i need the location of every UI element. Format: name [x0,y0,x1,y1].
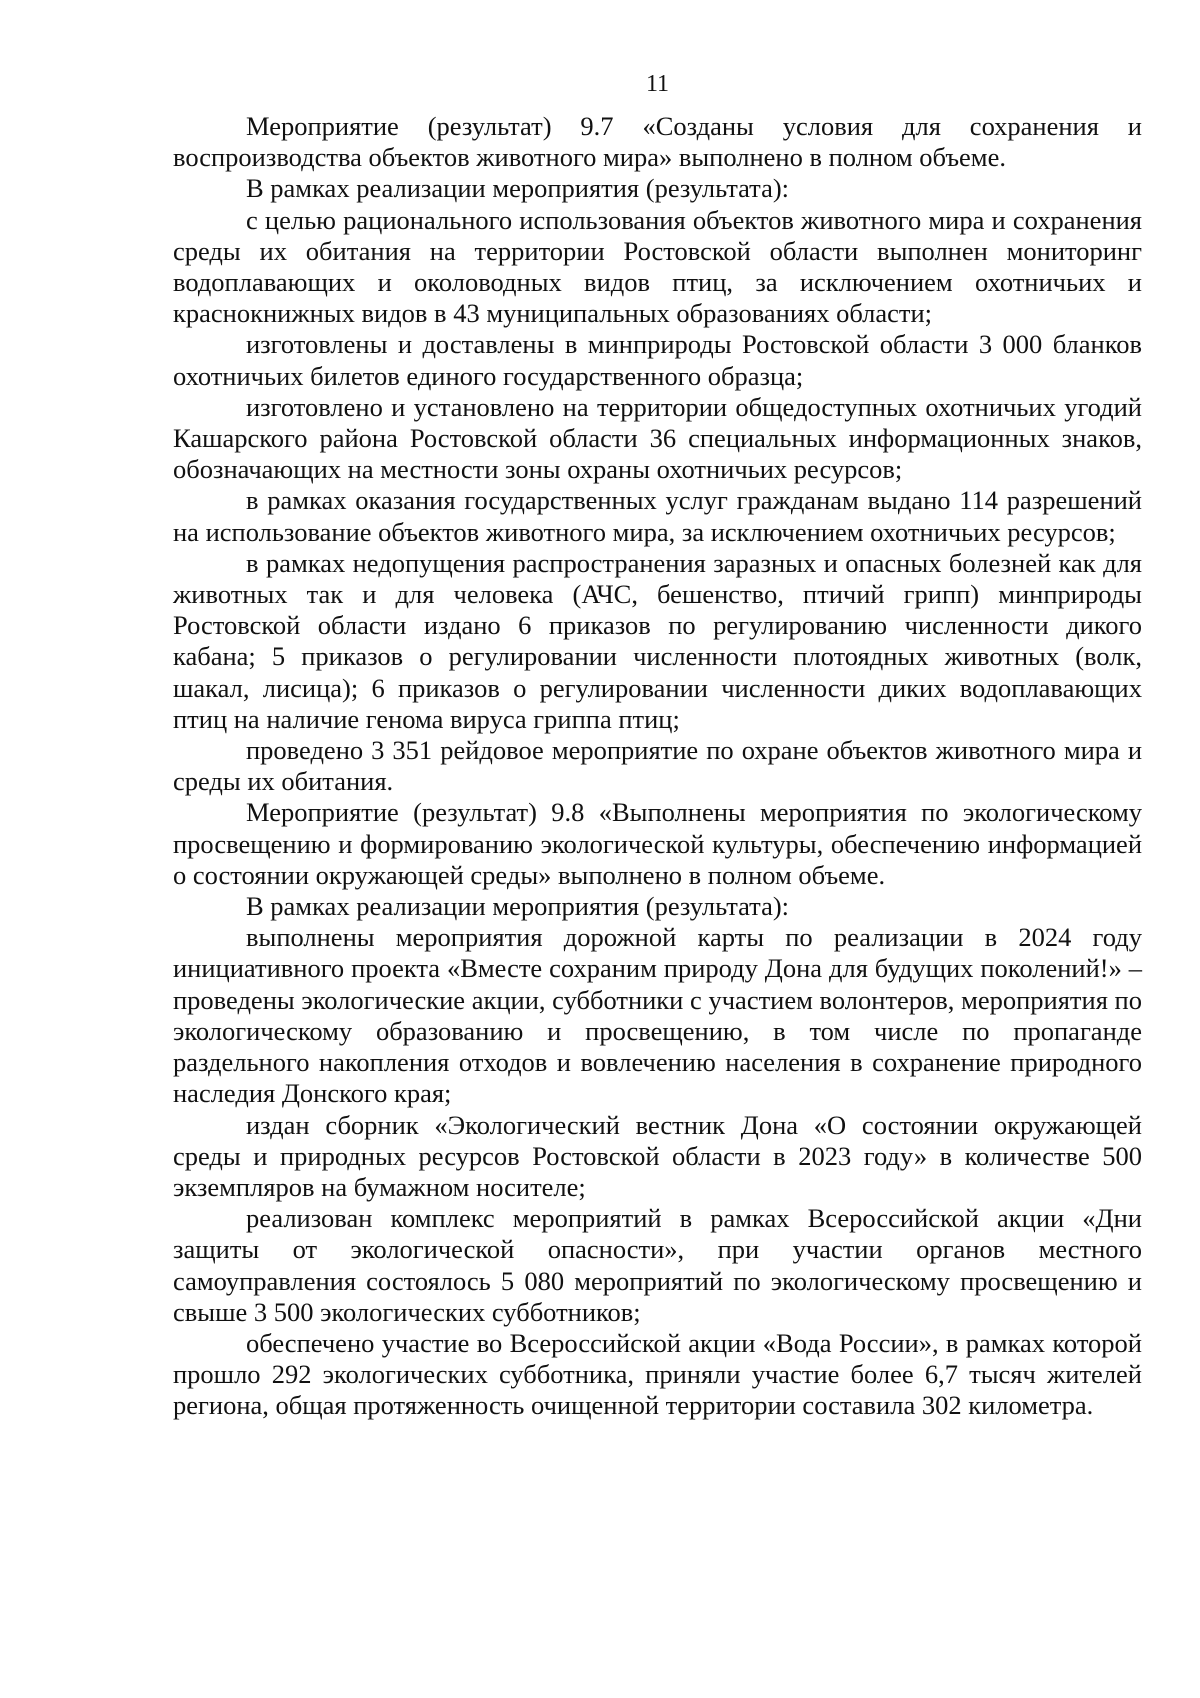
paragraph-disease-prevention: в рамках недопущения распространения заразных и опасных болезней как для животных так и для человека (АЧС, бешенство, птичий грипп) минприроды Ростовской области издано 6 приказов по регулированию численности дикого кабана; 5 приказов о регулировании численности плотоядных животных (волк, шакал, лисица); 6 приказов о регулировании численности диких водоплавающих птиц на наличие генома вируса гриппа птиц; [173,547,1142,734]
paragraph-water-russia: обеспечено участие во Всероссийской акции «Вода России», в рамках которой прошло 292 экологических субботника, приняли участие более 6,7 тысяч жителей региона, общая протяженность очищенной территории составила 302 километра. [173,1327,1142,1421]
paragraph-measure-9-7: Мероприятие (результат) 9.7 «Созданы условия для сохранения и воспроизводства объектов животного мира» выполнено в полном объеме. [173,111,1142,173]
paragraph-info-signs: изготовлено и установлено на территории общедоступных охотничьих угодий Кашарского района Ростовской области 36 специальных информационных знаков, обозначающих на местности зоны охраны охотничьих ресурсов; [173,391,1142,485]
paragraph-measure-9-8: Мероприятие (результат) 9.8 «Выполнены мероприятия по экологическому просвещению и формированию экологической культуры, обеспечению информацией о состоянии окружающей среды» выполнено в полном объеме. [173,797,1142,890]
paragraph-hunting-tickets: изготовлены и доставлены в минприроды Ростовской области 3 000 бланков охотничьих билетов единого государственного образца; [173,329,1142,391]
paragraph-bulletin: издан сборник «Экологический вестник Дона «О состоянии окружающей среды и природных ресурсов Ростовской области в 2023 году» в количестве 500 экземпляров на бумажном носителе; [173,1109,1142,1202]
paragraph-intro-9-8: В рамках реализации мероприятия (результата): [246,891,790,922]
paragraph-ecology-days: реализован комплекс мероприятий в рамках Всероссийской акции «Дни защиты от экологической опасности», при участии органов местного самоуправления состоялось 5 080 мероприятий по экологическому просвещению и свыше 3 500 экологических субботников; [173,1203,1142,1327]
paragraph-roadmap: выполнены мероприятия дорожной карты по реализации в 2024 году инициативного проекта «Вместе сохраним природу Дона для будущих поколений!» – проведены экологические акции, субботники с участием волонтеров, мероприятия по экологическому образованию и просвещению, в том числе по пропаганде раздельного накопления отходов и вовлечению населения в сохранение природного наследия Донского края; [173,922,1142,1109]
paragraph-raids: проведено 3 351 рейдовое мероприятие по охране объектов животного мира и среды их обитания. [173,735,1142,797]
paragraph-intro-9-7: В рамках реализации мероприятия (результата): [246,173,790,204]
paragraph-bird-monitoring: с целью рационального использования объектов животного мира и сохранения среды их обитания на территории Ростовской области выполнен мониторинг водоплавающих и околоводных видов птиц, за исключением охотничьих и краснокнижных видов в 43 муниципальных образованиях области; [173,204,1142,329]
page-number: 11 [645,71,670,97]
paragraph-permits: в рамках оказания государственных услуг гражданам выдано 114 разрешений на использование объектов животного мира, за исключением охотничьих ресурсов; [173,485,1142,547]
